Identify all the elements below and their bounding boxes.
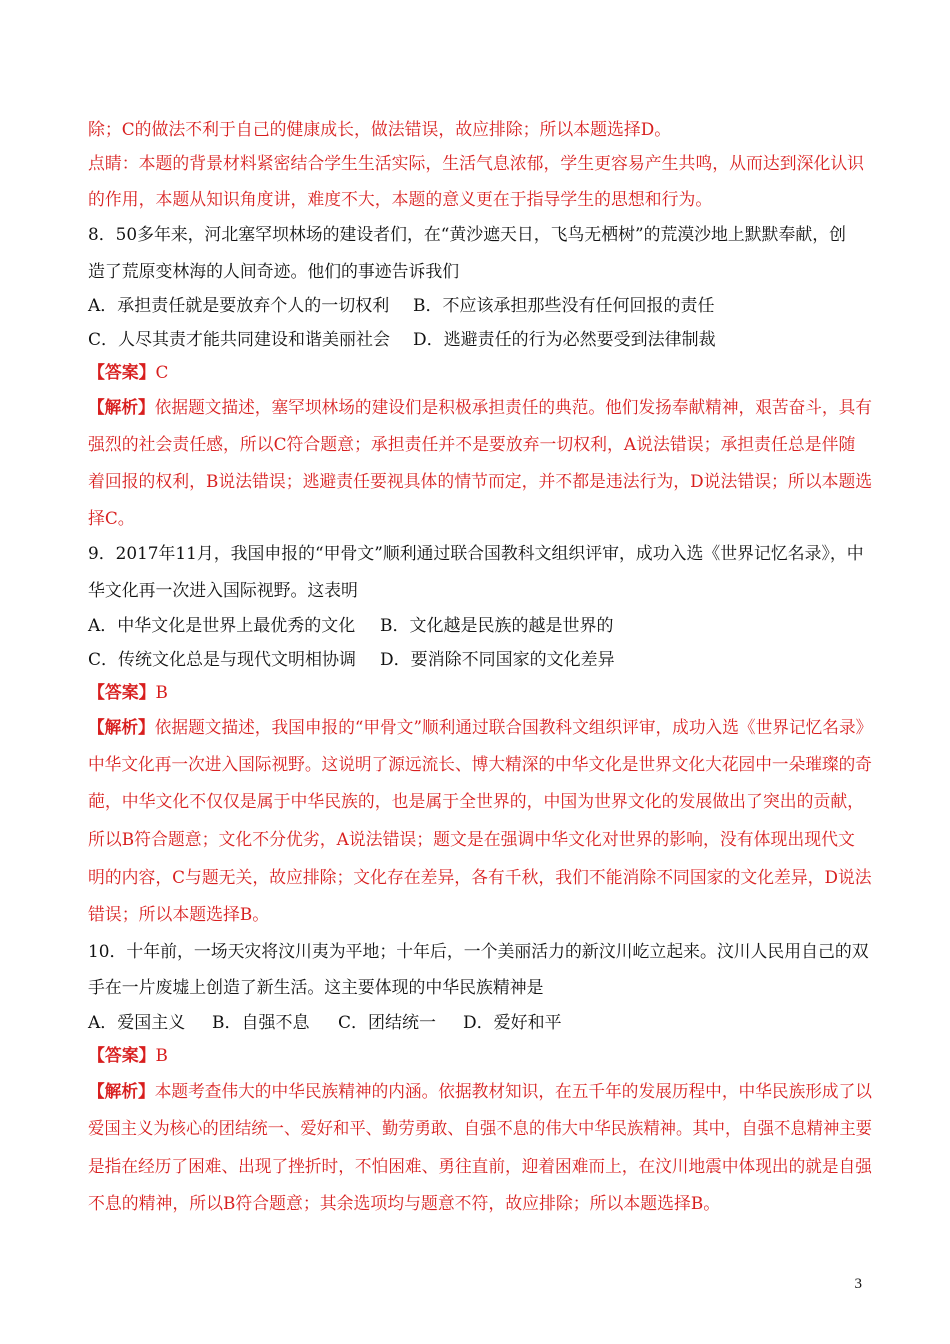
q10-answer — [88, 1044, 872, 1068]
page-number: 3 — [854, 1276, 862, 1292]
analysis-label: 【解析】 — [88, 718, 155, 738]
q8-stem-line: 造了荒原变林海的人间奇迹。他们的事迹告诉我们 — [88, 262, 460, 282]
prev-analysis-tail: 除；C的做法不利于自己的健康成长，做法错误，故应排除；所以本题选择D。 — [88, 120, 672, 140]
answer-label: 【答案】 — [88, 683, 156, 703]
analysis-text: 依据题文描述，塞罕坝林场的建设们是积极承担责任的典范。他们发扬奉献精神，艰苦奋斗，具有 — [154, 398, 872, 418]
q9-analysis-line — [88, 716, 873, 740]
q9-option-b: B．文化越是民族的越是世界的 — [380, 616, 614, 636]
q9-analysis-line: 错误；所以本题选择B。 — [88, 905, 270, 925]
q10-option-c: C．团结统一 — [338, 1013, 437, 1033]
q8-analysis-line: 强烈的社会责任感，所以C符合题意；承担责任并不是要放弃一切权利，A说法错误；承担责任总是伴随 — [88, 435, 856, 455]
answer-value: C — [155, 363, 169, 383]
q9-option-d: D．要消除不同国家的文化差异 — [380, 650, 615, 670]
q8-answer — [88, 361, 872, 385]
answer-value: B — [155, 683, 168, 703]
q10-analysis-line: 不息的精神，所以B符合题意；其余选项均与题意不符，故应排除；所以本题选择B。 — [88, 1194, 721, 1214]
q10-analysis-line — [88, 1080, 872, 1104]
q10-stem-line: 手在一片废墟上创造了新生活。这主要体现的中华民族精神是 — [88, 978, 544, 998]
q8-stem-line: 8．50多年来，河北塞罕坝林场的建设者们，在“黄沙遮天日，飞鸟无栖树”的荒漠沙地上默默奉献，创 — [88, 225, 847, 245]
answer-label: 【答案】 — [88, 1046, 156, 1066]
q10-analysis-line: 是指在经历了困难、出现了挫折时，不怕困难、勇往直前，迎着困难而上，在汶川地震中体现出的就是自强 — [88, 1157, 872, 1177]
q8-analysis-line — [88, 396, 872, 420]
q9-analysis-line: 中华文化再一次进入国际视野。这说明了源远流长、博大精深的中华文化是世界文化大花园中一朵璀璨的奇 — [88, 755, 872, 775]
q8-analysis-line: 着回报的权利，B说法错误；逃避责任要视具体的情节而定，并不都是违法行为，D说法错误；所以本题选 — [88, 472, 873, 492]
answer-label: 【答案】 — [88, 363, 156, 383]
analysis-text: 依据题文描述，我国申报的“甲骨文”顺利通过联合国教科文组织评审，成功入选《世界记忆名录》 — [154, 718, 873, 738]
q8-option-a: A．承担责任就是要放弃个人的一切权利 — [88, 296, 390, 316]
comment-line: 点睛：本题的背景材料紧密结合学生生活实际，生活气息浓郁，学生更容易产生共鸣，从而达到深化认识 — [88, 154, 865, 174]
q10-option-d: D．爱好和平 — [463, 1013, 562, 1033]
q9-stem-line: 9．2017年11月，我国申报的“甲骨文”顺利通过联合国教科文组织评审，成功入选《世界记忆名录》，中 — [88, 544, 864, 564]
q9-stem-line: 华文化再一次进入国际视野。这表明 — [88, 581, 358, 601]
answer-value: B — [155, 1046, 168, 1066]
q9-answer — [88, 681, 872, 705]
analysis-label: 【解析】 — [88, 398, 155, 418]
q10-stem-line: 10．十年前，一场天灾将汶川夷为平地；十年后，一个美丽活力的新汶川屹立起来。汶川人民用自己的双 — [88, 942, 869, 962]
q9-option-c: C．传统文化总是与现代文明相协调 — [88, 650, 357, 670]
q10-analysis-line: 爱国主义为核心的团结统一、爱好和平、勤劳勇敢、自强不息的伟大中华民族精神。其中，自强不息精神主要 — [88, 1119, 873, 1139]
q9-analysis-line: 所以B符合题意；文化不分优劣，A说法错误；题文是在强调中华文化对世界的影响，没有体现出现代文 — [88, 830, 855, 850]
analysis-label: 【解析】 — [88, 1082, 155, 1102]
q8-option-b: B．不应该承担那些没有任何回报的责任 — [413, 296, 715, 316]
analysis-text: 本题考查伟大的中华民族精神的内涵。依据教材知识，在五千年的发展历程中，中华民族形成了以 — [154, 1082, 872, 1102]
comment-line: 的作用，本题从知识角度讲，难度不大，本题的意义更在于指导学生的思想和行为。 — [88, 190, 713, 210]
q8-option-d: D．逃避责任的行为必然要受到法律制裁 — [413, 330, 716, 350]
q8-analysis-line: 择C。 — [88, 509, 135, 529]
q8-option-c: C．人尽其责才能共同建设和谐美丽社会 — [88, 330, 391, 350]
q9-option-a: A．中华文化是世界上最优秀的文化 — [88, 616, 356, 636]
q10-option-b: B．自强不息 — [212, 1013, 310, 1033]
q9-analysis-line: 明的内容，C与题无关，故应排除；文化存在差异，各有千秋，我们不能消除不同国家的文化差异，D说法 — [88, 868, 872, 888]
q10-option-a: A．爱国主义 — [88, 1013, 186, 1033]
q9-analysis-line: 葩，中华文化不仅仅是属于中华民族的，也是属于全世界的，中国为世界文化的发展做出了突出的贡献， — [88, 792, 865, 812]
